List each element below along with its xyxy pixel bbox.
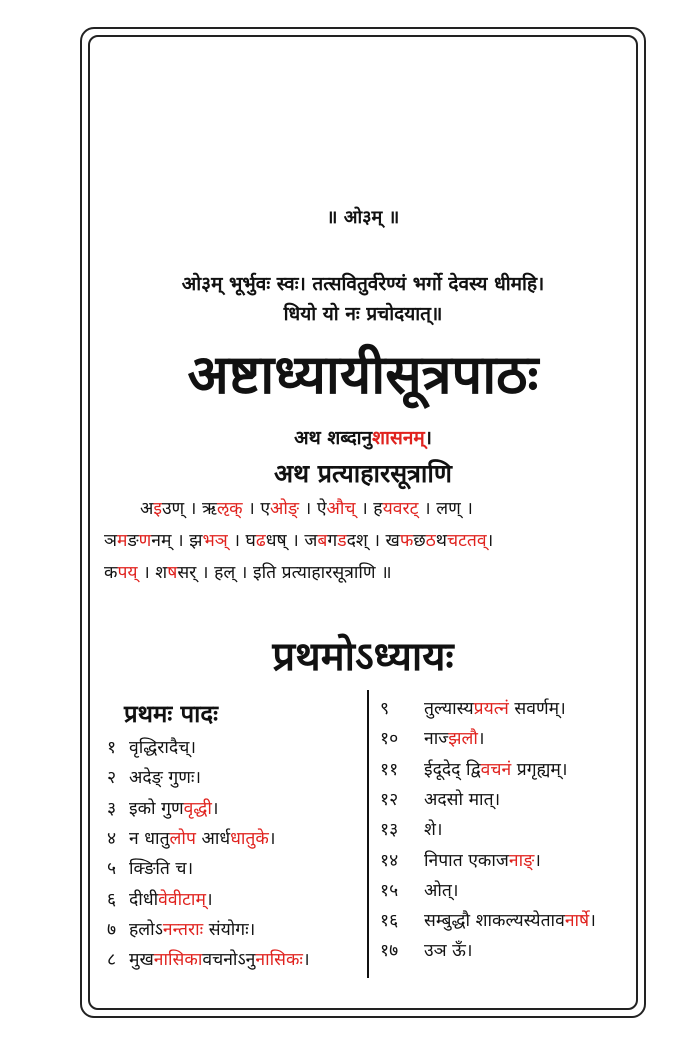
text-segment: ।	[268, 828, 276, 849]
sutra-row	[107, 735, 196, 759]
highlighted-segment: ठ	[425, 531, 436, 551]
text-segment: ।	[486, 531, 494, 551]
highlighted-segment: ष	[167, 563, 178, 583]
highlighted-segment: औच्	[326, 499, 356, 519]
text-segment: ग	[327, 531, 338, 551]
text-segment: सम्बुद्धौ शाकल्यस्येताव	[424, 911, 565, 932]
pratyahara-heading: अथ प्रत्याहारसूत्राणि	[274, 459, 452, 488]
pada-heading: प्रथमः पादः	[124, 700, 218, 728]
text-segment: अदसो मात्।	[424, 789, 501, 810]
sutra-text	[129, 920, 255, 940]
sutra-row	[380, 878, 459, 902]
sutra-row	[380, 787, 500, 811]
sutra-row	[380, 938, 473, 962]
text-segment: सवर्णम्।	[508, 699, 566, 719]
pratyahara-line-3	[104, 560, 630, 584]
sutra-number: १३	[380, 820, 399, 841]
text-segment: शे।	[424, 820, 443, 841]
text-segment: मुख	[129, 950, 154, 971]
sutra-text	[424, 911, 596, 931]
sutra-number: ३	[107, 798, 117, 819]
sutra-number: १६	[380, 911, 399, 932]
text-segment: इको गुण	[129, 798, 184, 819]
invocation: ॥ ओ३म् ॥	[326, 207, 400, 228]
text-segment: ।	[589, 911, 596, 932]
highlighted-segment: ऌक्	[216, 499, 243, 519]
sutra-text	[424, 820, 443, 840]
sutra-number: १७	[380, 941, 399, 962]
text-segment: तुल्यास्य	[424, 699, 474, 719]
sutra-number: ११	[380, 759, 399, 780]
text-segment: क	[104, 563, 118, 583]
highlighted-segment: ण	[138, 531, 152, 551]
sutra-number: ६	[107, 889, 117, 910]
text-segment: ङ	[127, 531, 139, 551]
text-segment: ओत्।	[424, 880, 459, 901]
highlighted-segment: नन्तराः	[162, 919, 204, 940]
sutra-row	[107, 826, 275, 850]
highlighted-segment: इ	[153, 499, 162, 519]
text-segment: नम् । झ	[151, 531, 203, 551]
text-segment: उञ ऊँ।	[424, 941, 473, 962]
highlighted-segment: म	[117, 531, 128, 551]
sutra-row	[107, 765, 201, 789]
highlighted-segment: फ	[399, 531, 414, 551]
sutra-row	[107, 887, 213, 911]
sutra-number: ८	[107, 950, 117, 971]
sutra-text	[129, 950, 310, 970]
sutra-row	[380, 726, 485, 750]
pratyahara-line-1	[104, 496, 666, 520]
highlighted-segment: झलौ	[448, 729, 478, 750]
sutra-text	[424, 729, 485, 749]
sutra-text	[424, 699, 566, 719]
highlighted-segment: पय्	[117, 563, 138, 583]
text-segment: । श	[137, 563, 168, 583]
mantra-line-2: धियो यो नः प्रचोदयात्॥	[283, 303, 443, 325]
sutra-text	[129, 768, 201, 788]
sutra-row	[107, 856, 193, 880]
text-segment: न धातु	[129, 828, 170, 849]
text-segment: अदेङ् गुणः।	[129, 768, 202, 789]
sutra-text	[129, 829, 275, 849]
sutra-text	[424, 790, 500, 810]
sutra-row	[107, 947, 310, 971]
text-segment: । ऐ	[299, 499, 327, 519]
sutra-number: १	[107, 738, 117, 758]
sutra-number: २	[107, 768, 117, 789]
sutra-number: ९	[380, 699, 390, 719]
sutra-text	[129, 859, 193, 879]
sutra-number: १५	[380, 880, 399, 901]
sutra-row	[380, 817, 443, 841]
text-segment: निपात एकाज	[424, 850, 509, 871]
sutra-row	[380, 757, 567, 781]
sutra-number: १४	[380, 850, 399, 871]
sutra-row	[380, 908, 596, 932]
sutra-text	[129, 799, 219, 819]
text-segment: छ	[413, 531, 426, 551]
text-segment: प्रगृह्यम्।	[511, 759, 568, 780]
text-segment: ।	[534, 850, 541, 871]
sutra-text	[424, 851, 541, 871]
column-divider	[367, 690, 369, 978]
highlighted-segment: नासिका	[153, 950, 203, 971]
mantra-line-1: ओ३म् भूर्भुवः स्वः। तत्सवितुर्वरेण्यं भर्गो देवस्य धीमहि।	[181, 273, 545, 295]
highlighted-segment: चटतव्	[446, 531, 487, 551]
text-segment: धष् । ज	[265, 531, 318, 551]
text-segment: क्ङिति च।	[129, 859, 194, 880]
sutra-row	[107, 796, 219, 820]
highlighted-segment: वृद्धी	[183, 798, 212, 819]
highlighted-segment: ओङ्	[270, 499, 300, 519]
highlighted-segment: लोप	[169, 828, 196, 849]
highlighted-segment: नार्षे	[564, 911, 590, 932]
highlighted-segment: ब	[317, 531, 328, 551]
text-segment: वृद्धिरादैच्।	[129, 738, 196, 758]
sutra-text	[129, 890, 213, 910]
text-segment: अ	[140, 499, 154, 519]
highlighted-segment: वचनं	[480, 759, 512, 780]
text-segment: । ह	[355, 499, 383, 519]
text-segment: दीधी	[129, 889, 159, 910]
highlighted-segment: ढ	[255, 531, 266, 551]
pratyahara-line-2	[104, 528, 630, 552]
text-segment: दश् । ख	[346, 531, 400, 551]
intro-line-1	[88, 424, 638, 450]
sutra-text	[129, 738, 196, 758]
sutra-text	[424, 941, 473, 961]
intro-danda: ।	[424, 427, 432, 449]
text-segment: ईदूदेद् द्वि	[424, 759, 481, 780]
text-segment: वचनोऽनु	[202, 950, 256, 971]
text-segment: । ए	[242, 499, 271, 519]
intro-text: अथ शब्दानु	[294, 427, 373, 449]
sutra-number: ४	[107, 828, 117, 849]
text-segment: संयोगः।	[203, 919, 256, 940]
main-title: अष्टाध्यायीसूत्रपाठः	[187, 343, 539, 406]
text-segment: थ	[435, 531, 447, 551]
text-segment: आर्ध	[195, 828, 231, 849]
sutra-number: ७	[107, 919, 117, 940]
sutra-number: १०	[380, 729, 399, 750]
text-segment: ।	[211, 798, 219, 819]
highlighted-segment: भञ्	[202, 531, 228, 551]
sutra-number: ५	[107, 859, 117, 880]
highlighted-segment: यवरट्	[382, 499, 419, 519]
highlighted-segment: वेवीटाम्	[158, 889, 206, 910]
text-segment: ।	[302, 950, 310, 971]
sutra-row	[380, 696, 566, 720]
highlighted-segment: नासिकः	[255, 950, 303, 971]
intro-highlight: शासनम्	[372, 427, 425, 449]
text-segment: । लण् ।	[418, 499, 473, 519]
highlighted-segment: ड	[337, 531, 347, 551]
sutra-number: १२	[380, 789, 399, 810]
sutra-row	[380, 848, 541, 872]
text-segment: उण् । ऋ	[161, 499, 217, 519]
chapter-title: प्रथमोऽध्यायः	[272, 634, 454, 680]
text-segment: ।	[477, 729, 485, 750]
text-segment: हलोऽ	[129, 919, 163, 940]
sutra-text	[424, 760, 567, 780]
text-segment: ञ	[104, 531, 117, 551]
text-segment: ।	[205, 889, 213, 910]
text-segment: नाज्	[424, 729, 449, 750]
highlighted-segment: धातुके	[230, 828, 269, 849]
highlighted-segment: नाङ्	[508, 850, 535, 871]
highlighted-segment: प्रयत्नं	[473, 699, 509, 719]
sutra-text	[424, 881, 459, 901]
sutra-row	[107, 917, 255, 941]
text-segment: । घ	[227, 531, 256, 551]
text-segment: सर् । हल् । इति प्रत्याहारसूत्राणि ॥	[177, 563, 392, 583]
